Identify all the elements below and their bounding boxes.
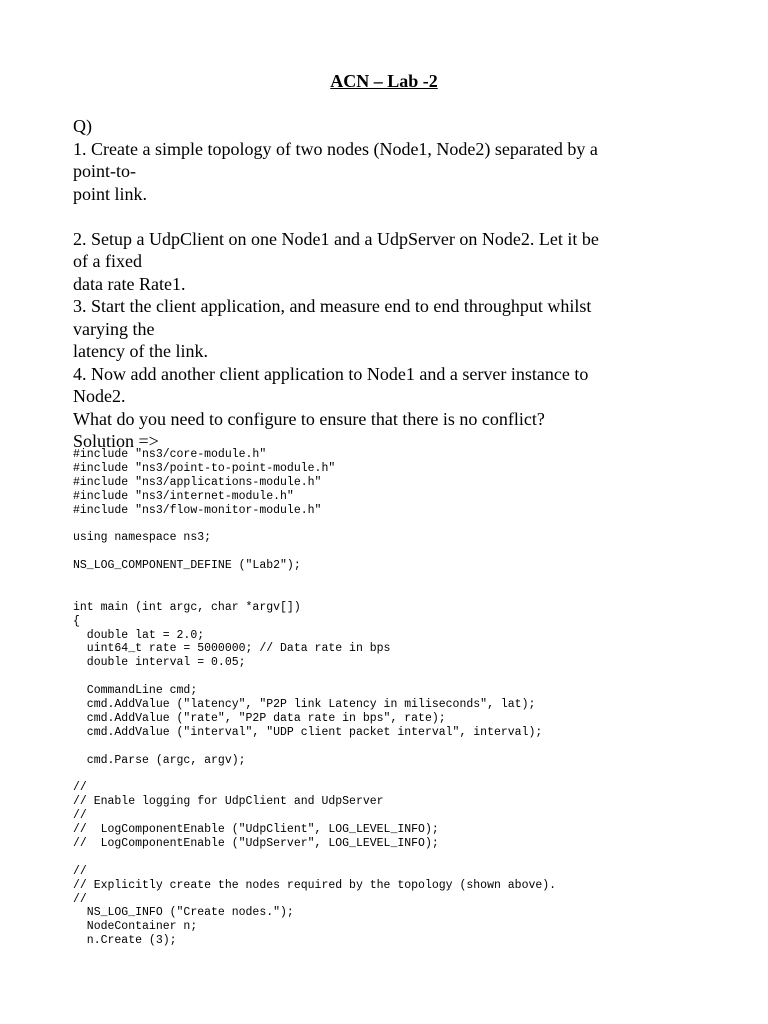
code-listing xyxy=(73,448,713,948)
code-line: // LogComponentEnable ("UdpServer", LOG_LEVEL_INFO); xyxy=(73,836,439,850)
question-line: latency of the link. xyxy=(73,341,208,361)
question-line: 3. Start the client application, and measure end to end throughput whilst xyxy=(73,296,592,316)
code-line: double lat = 2.0; xyxy=(73,628,205,642)
question-line: Solution => xyxy=(73,431,159,451)
question-line: What do you need to configure to ensure that there is no conflict? xyxy=(73,408,545,429)
code-line: // Explicitly create the nodes required by the topology (shown above). xyxy=(73,878,557,892)
code-line xyxy=(73,851,713,865)
code-line xyxy=(73,573,713,587)
code-line: NS_LOG_COMPONENT_DEFINE ("Lab2"); xyxy=(73,559,301,573)
code-line: int main (int argc, char *argv[]) xyxy=(73,600,301,614)
question-line: point link. xyxy=(73,183,148,204)
code-line: NS_LOG_INFO ("Create nodes."); xyxy=(73,906,294,920)
code-line: cmd.AddValue ("rate", "P2P data rate in bps", rate); xyxy=(73,711,446,725)
question-line: 1. Create a simple topology of two nodes (Node1, Node2) separated by a xyxy=(73,138,598,159)
code-line: #include "ns3/point-to-point-module.h" xyxy=(73,461,336,475)
question-text xyxy=(73,115,688,453)
code-line: // xyxy=(73,864,87,878)
code-line: cmd.AddValue ("latency", "P2P link Latency in miliseconds", lat); xyxy=(73,698,536,712)
page-title: ACN – Lab -2 xyxy=(330,71,438,91)
code-line: double interval = 0.05; xyxy=(73,656,246,670)
code-line: CommandLine cmd; xyxy=(73,684,198,698)
code-line: // xyxy=(73,809,87,823)
code-line: #include "ns3/applications-module.h" xyxy=(73,475,322,489)
code-line: uint64_t rate = 5000000; // Data rate in bps xyxy=(73,642,391,656)
code-line xyxy=(73,740,713,754)
question-line: 4. Now add another client application to Node1 and a server instance to xyxy=(73,363,589,384)
code-line xyxy=(73,670,713,684)
question-line: of a fixed xyxy=(73,251,142,271)
code-line: cmd.Parse (argc, argv); xyxy=(73,753,246,767)
code-line: NodeContainer n; xyxy=(73,920,198,934)
code-line: cmd.AddValue ("interval", "UDP client packet interval", interval); xyxy=(73,725,543,739)
code-line: #include "ns3/core-module.h" xyxy=(73,448,267,461)
code-line: #include "ns3/internet-module.h" xyxy=(73,489,294,503)
question-line: data rate Rate1. xyxy=(73,273,186,294)
code-line: // xyxy=(73,781,87,795)
code-line: using namespace ns3; xyxy=(73,531,212,545)
code-line: { xyxy=(73,614,80,628)
question-line: Node2. xyxy=(73,386,126,406)
code-line: // Enable logging for UdpClient and UdpServer xyxy=(73,795,384,809)
code-line xyxy=(73,545,713,559)
code-line: #include "ns3/flow-monitor-module.h" xyxy=(73,503,322,517)
code-line xyxy=(73,767,713,781)
question-line: Q) xyxy=(73,116,92,136)
code-line xyxy=(73,517,713,531)
question-line: point-to- xyxy=(73,161,136,181)
question-line: varying the xyxy=(73,318,155,339)
question-line xyxy=(73,205,688,228)
code-line: n.Create (3); xyxy=(73,934,177,948)
code-line: // xyxy=(73,892,87,906)
question-line: 2. Setup a UdpClient on one Node1 and a UdpServer on Node2. Let it be xyxy=(73,228,599,249)
code-line xyxy=(73,587,713,601)
code-line: // LogComponentEnable ("UdpClient", LOG_LEVEL_INFO); xyxy=(73,823,439,837)
